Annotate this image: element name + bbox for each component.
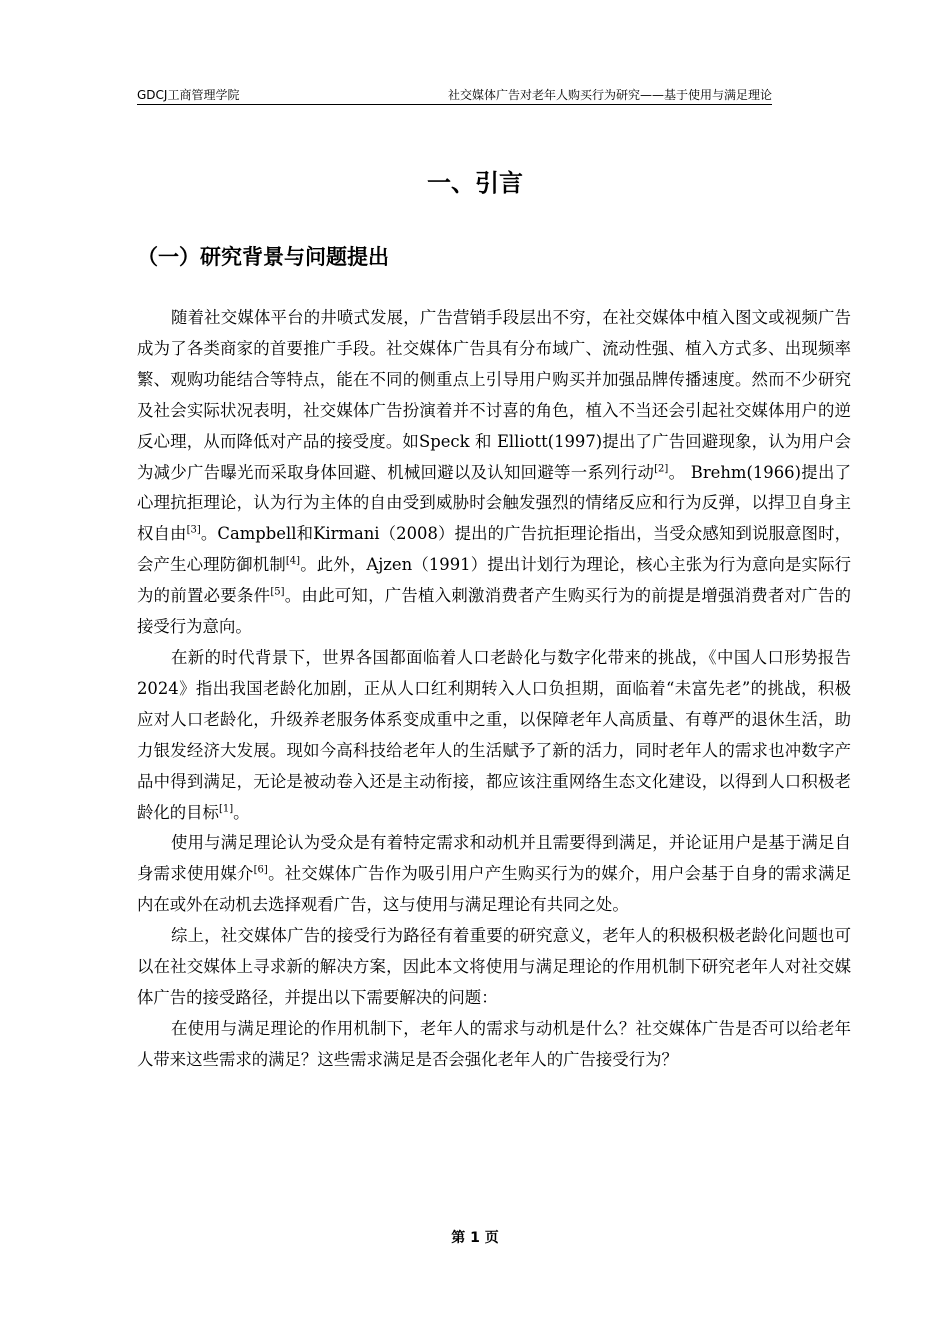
citation-marker: [2] (654, 463, 669, 475)
citation-marker: [3] (186, 524, 201, 536)
page-number: 第 1 页 (451, 1230, 499, 1246)
citation-marker: [1] (218, 803, 234, 815)
paragraph: 综上，社交媒体广告的接受行为路径有着重要的研究意义，老年人的积极积极老龄化问题也可以在社交媒体上寻求新的解决方案，因此本文将使用与满足理论的作用机制下研究老年人对社交媒体广告的接受路径，并提出以下需要解决的问题： (137, 926, 851, 1007)
running-header (137, 86, 772, 105)
paragraph: 在新的时代背景下，世界各国都面临着人口老龄化与数字化带来的挑战，《中国人口形势报告2024》指出我国老龄化加剧，正从人口红利期转入人口负担期，面临着“未富先老”的挑战，积极应对人口老龄化，升级养老服务体系变成重中之重，以保障老年人高质量、有尊严的退休生活，助力银发经济大发展。现如今高科技给老年人的生活赋予了新的活力，同时老年人的需求也冲数字产品中得到满足，无论是被动卷入还是主动衔接，都应该注重网络生态文化建设，以得到人口积极老龄化的目标[1]。 (137, 647, 851, 822)
citation-marker: [5] (270, 586, 285, 598)
section-heading: （一）研究背景与问题提出 (137, 245, 389, 269)
header-institution: GDCJ工商管理学院 (137, 88, 240, 102)
chapter-title: 一、引言 (427, 169, 523, 197)
paragraph: 在使用与满足理论的作用机制下，老年人的需求与动机是什么？社交媒体广告是否可以给老年人带来这些需求的满足？这些需求满足是否会强化老年人的广告接受行为？ (137, 1018, 851, 1069)
body-text (137, 303, 851, 1076)
paragraph: 使用与满足理论认为受众是有着特定需求和动机并且需要得到满足，并论证用户是基于满足自身需求使用媒介[6]。社交媒体广告作为吸引用户产生购买行为的媒介，用户会基于自身的需求满足内在或外在动机去选择观看广告，这与使用与满足理论有共同之处。 (137, 833, 852, 915)
citation-marker: [6] (253, 864, 268, 876)
citation-marker: [4] (285, 555, 301, 567)
paragraph: 随着社交媒体平台的井喷式发展，广告营销手段层出不穷，在社交媒体中植入图文或视频广告成为了各类商家的首要推广手段。社交媒体广告具有分布域广、流动性强、植入方式多、出现频率繁、观购功能结合等特点，能在不同的侧重点上引导用户购买并加强品牌传播速度。然而不少研究及社会实际状况表明，社交媒体广告扮演着并不讨喜的角色，植入不当还会引起社交媒体用户的逆反心理，从而降低对产品的接受度。如Speck 和 Elliott(1997)提出了广告回避现象，认为用户会为减少广告曝光而采取身体回避、机械回避以及认知回避等一系列行动[2]。 Brehm(1966)提出了心理抗拒理论，认为行为主体的自由受到威胁时会触发强烈的情绪反应和行为反弹，以捍卫自身主权自由[3]。Campbell和Kirmani（2008）提出的广告抗拒理论指出，当受众感知到说服意图时，会产生心理防御机制[4]。此外，Ajzen（1991）提出计划行为理论，核心主张为行为意向是实际行为的前置必要条件[5]。由此可知，广告植入刺激消费者产生购买行为的前提是增强消费者对广告的接受行为意向。 (137, 308, 852, 637)
header-paper-title: 社交媒体广告对老年人购买行为研究——基于使用与满足理论 (447, 88, 772, 102)
